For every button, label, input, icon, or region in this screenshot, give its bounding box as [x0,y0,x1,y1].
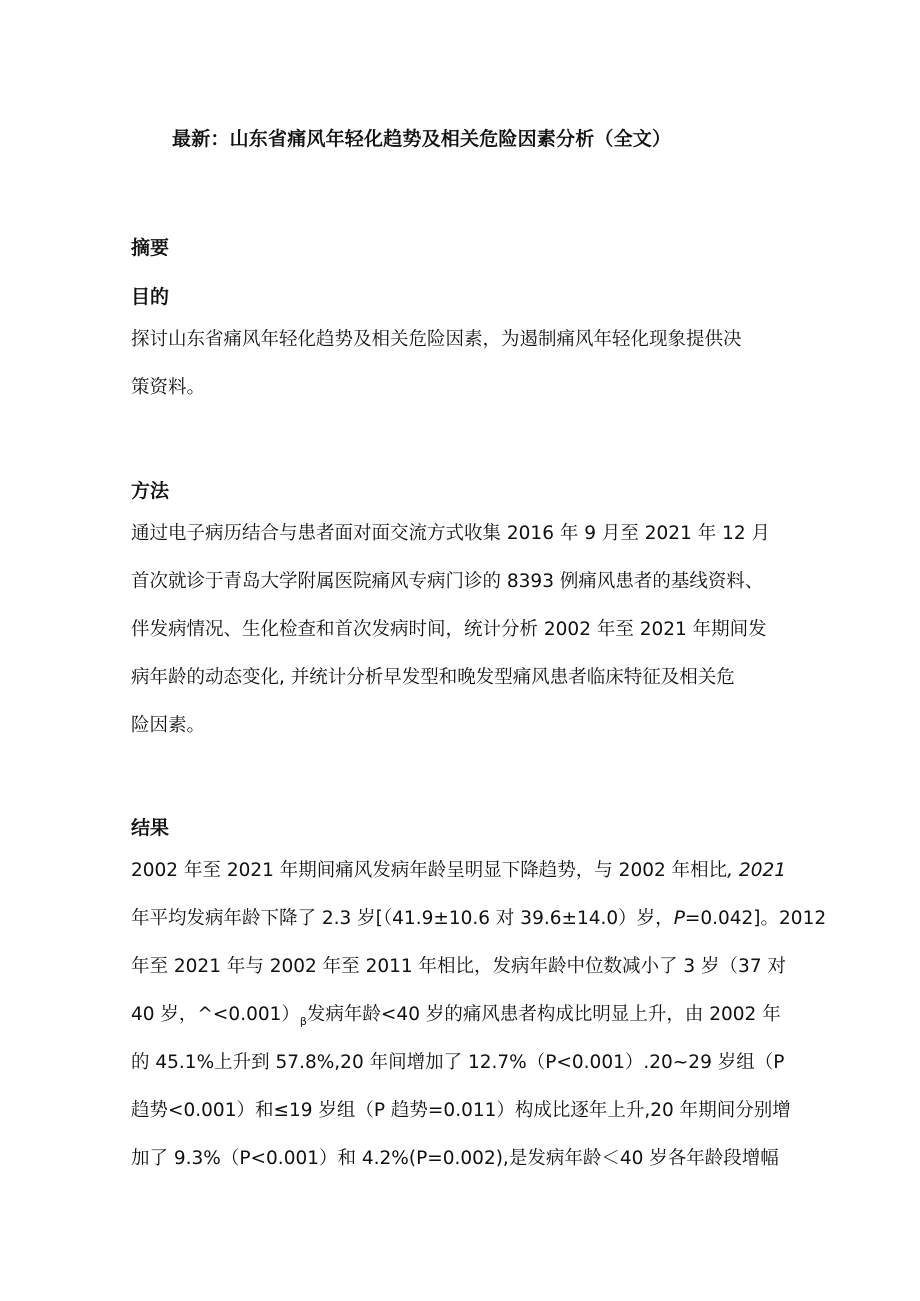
document-title: 最新：山东省痛风年轻化趋势及相关危险因素分析（全文） [172,128,672,150]
abstract-heading: 摘要 [131,237,170,259]
results-line [131,1003,781,1034]
results-line: 加了 9.3%（P<0.001）和 4.2%(P=0.002),是发病年龄＜40 岁各年龄段增幅 [131,1148,779,1169]
methods-line: 首次就诊于青岛大学附属医院痛风专病门诊的 8393 例痛风患者的基线资料、 [131,571,764,592]
results-text: 年平均发病年龄下降了 2.3 岁[（41.9±10.6 对 39.6±14.0）岁， [131,908,674,929]
methods-line: 险因素。 [131,715,206,736]
results-line: 趋势<0.001）和≤19 岁组（P 趋势=0.011）构成比逐年上升,20 年期间分别增 [131,1100,791,1121]
methods-heading: 方法 [131,480,170,502]
methods-line: 病年龄的动态变化, 并统计分析早发型和晚发型痛风患者临床特征及相关危 [131,667,735,688]
results-subscript: β [299,1015,307,1028]
results-line [131,907,826,931]
results-text: 40 岁，^<0.001） [131,1004,300,1025]
objective-line: 探讨山东省痛风年轻化趋势及相关危险因素，为遏制痛风年轻化现象提供决 [131,329,742,350]
objective-heading: 目的 [131,286,170,308]
results-text: 2002 年至 2021 年期间痛风发病年龄呈明显下降趋势，与 2002 年相比 [131,860,728,881]
p-value-symbol: P [673,908,685,929]
methods-line: 伴发病情况、生化检查和首次发病时间，统计分析 2002 年至 2021 年期间发 [131,619,767,640]
results-heading: 结果 [131,817,170,839]
results-line: 的 45.1%上升到 57.8%,20 年间增加了 12.7%（P<0.001）.20~29 岁组（P [131,1052,785,1073]
results-line: 年至 2021 年与 2002 年至 2011 年相比，发病年龄中位数减小了 3 岁（37 对 [131,956,786,977]
results-text: 发病年龄<40 岁的痛风患者构成比明显上升，由 2002 年 [306,1004,781,1025]
results-text: =0.042]。2012 [684,908,827,929]
methods-line: 通过电子病历结合与患者面对面交流方式收集 2016 年 9 月至 2021 年 12 月 [131,523,771,544]
results-text-italic: , 2021 [727,860,786,881]
results-line [131,859,786,883]
objective-line: 策资料。 [131,377,206,398]
